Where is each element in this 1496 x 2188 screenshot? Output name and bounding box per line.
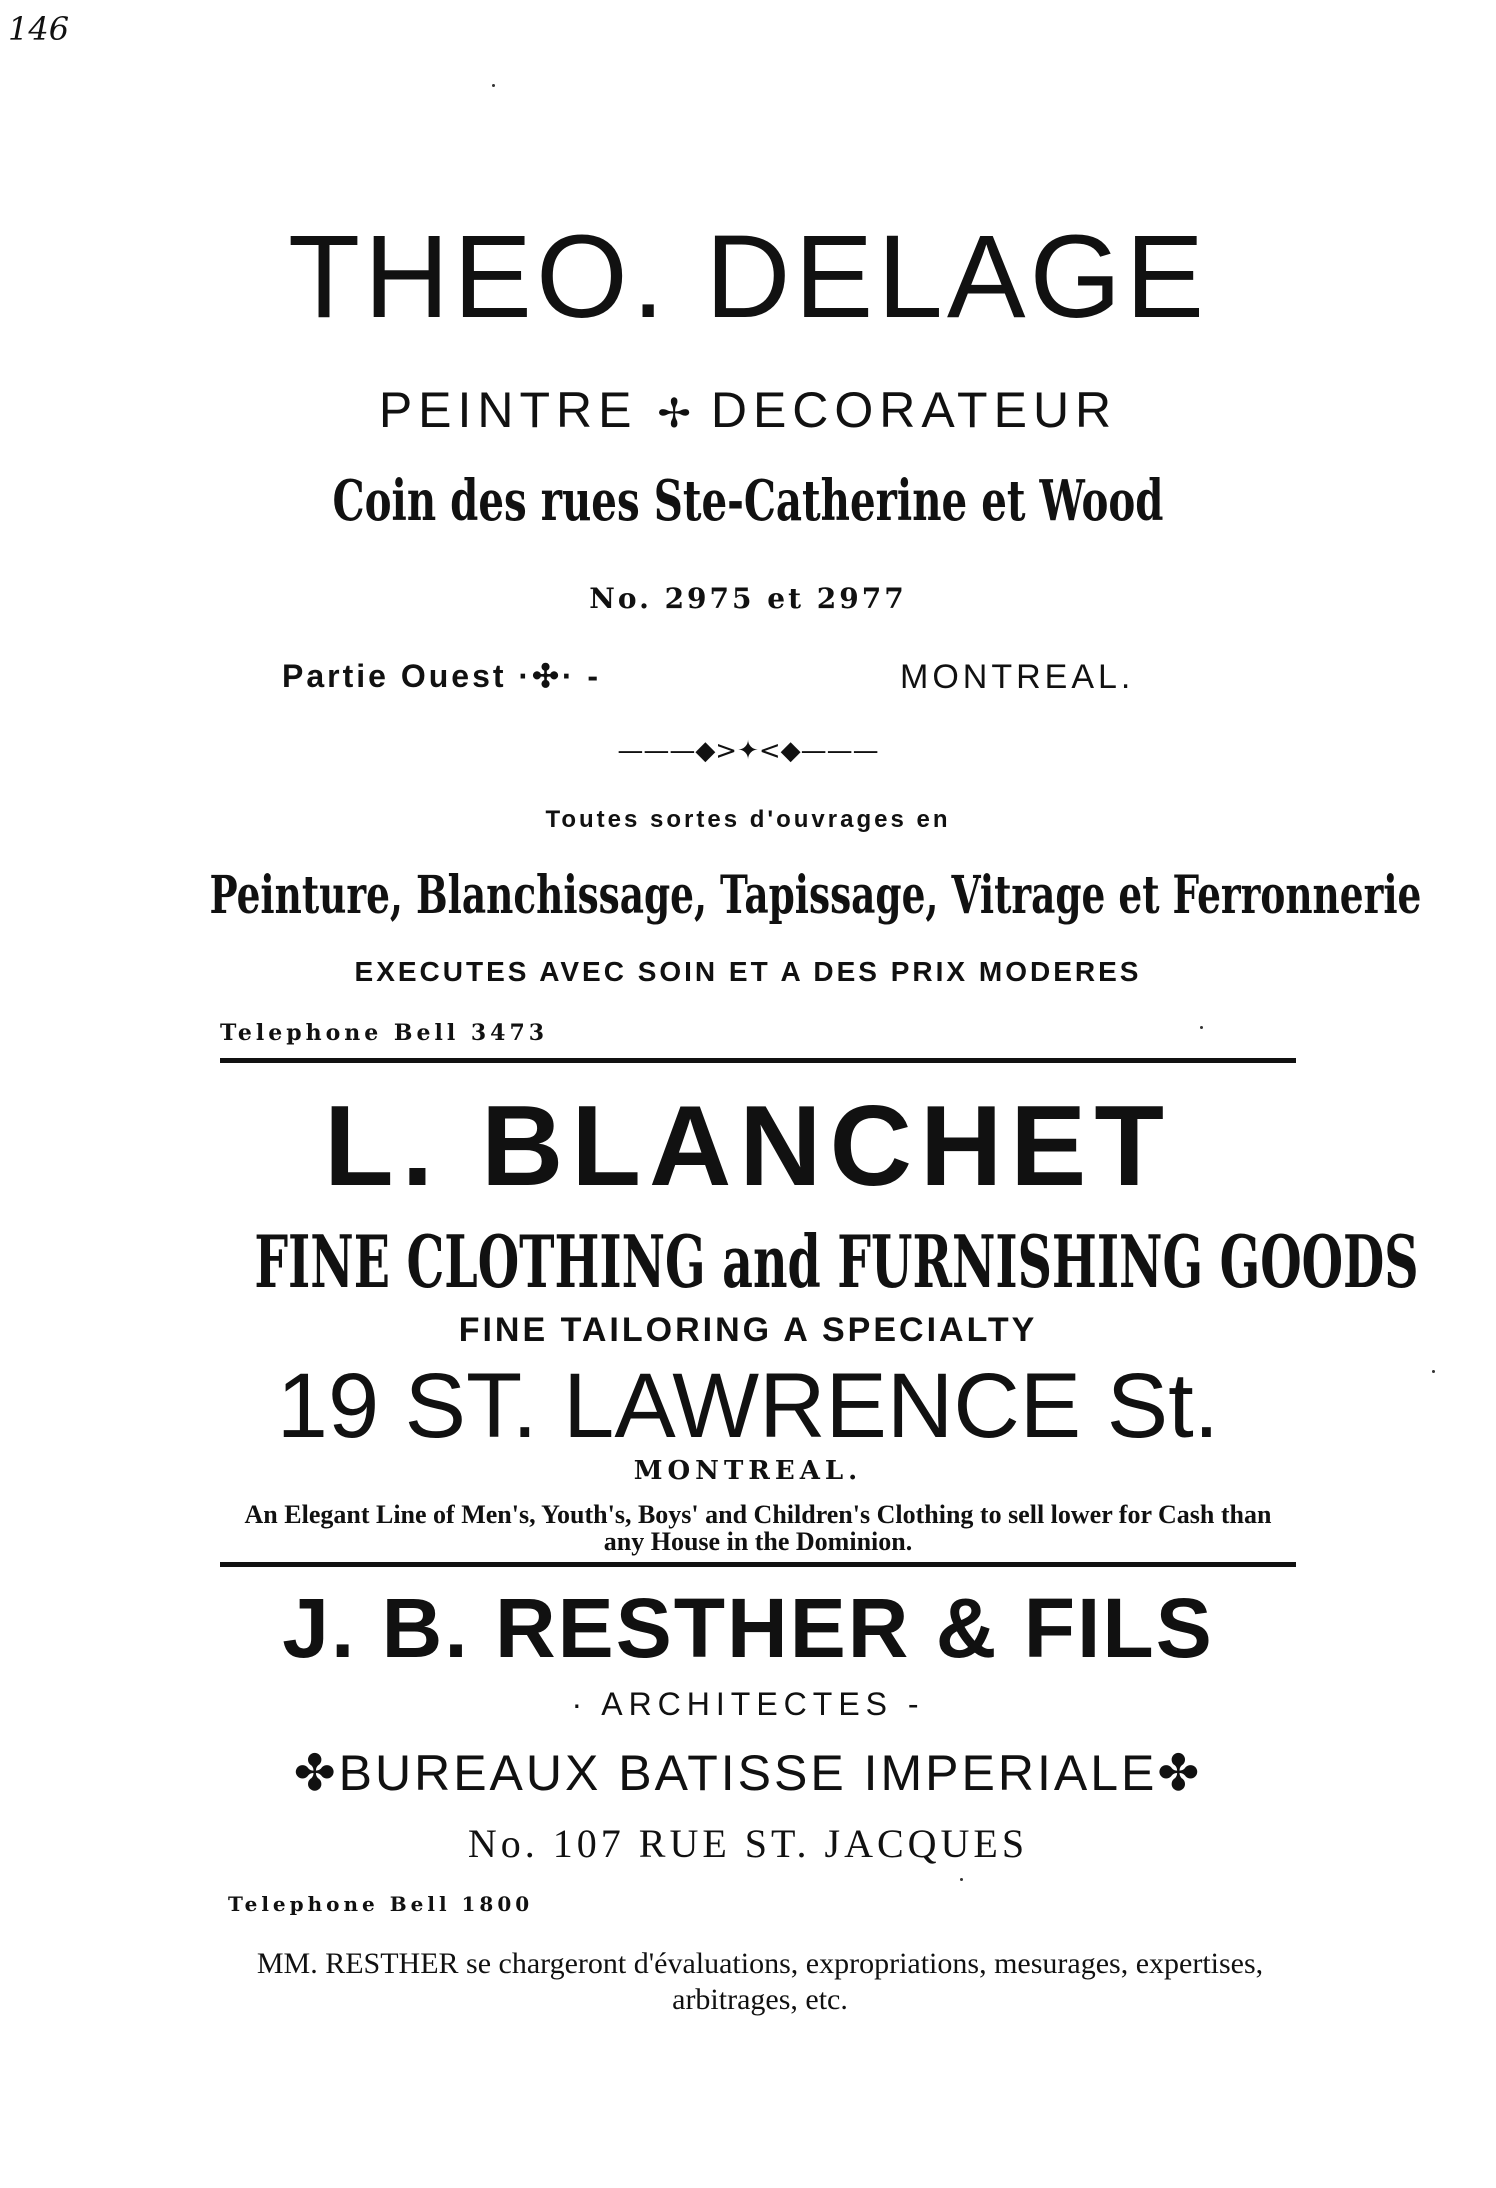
delage-trade-painter: PEINTRE <box>378 382 638 438</box>
section-divider <box>220 1562 1296 1567</box>
section-divider <box>220 1058 1296 1063</box>
delage-services: Peinture, Blanchissage, Tapissage, Vitrage et Ferronnerie <box>209 865 1422 926</box>
print-speck <box>492 84 495 87</box>
print-speck <box>1200 1026 1203 1029</box>
flourish-divider-icon: ———◆>✦<◆——— <box>617 736 879 766</box>
blanchet-city: MONTREAL. <box>633 1456 863 1486</box>
resther-profession: · ARCHITECTES - <box>571 1686 925 1722</box>
delage-district: Partie Ouest ·✣· - <box>282 658 602 694</box>
delage-business-name: THEO. DELAGE <box>287 211 1209 343</box>
ornament-icon: ✢ <box>657 391 691 437</box>
blanchet-specialty: FINE TAILORING A SPECIALTY <box>458 1311 1038 1349</box>
delage-telephone: Telephone Bell 3473 <box>220 1020 549 1046</box>
delage-trade-line <box>0 382 1496 438</box>
resther-business-name: J. B. RESTHER & FILS <box>282 1581 1214 1675</box>
delage-city: MONTREAL. <box>900 658 1135 696</box>
resther-street-address: No. 107 RUE ST. JACQUES <box>467 1821 1029 1866</box>
resther-telephone: Telephone Bell 1800 <box>228 1892 534 1916</box>
delage-execution-note: EXECUTES AVEC SOIN ET A DES PRIX MODERES <box>354 956 1142 987</box>
print-speck <box>960 1878 963 1881</box>
resther-office-building: ✤BUREAUX BATISSE IMPERIALE✤ <box>293 1745 1203 1801</box>
delage-corner-address: Coin des rues Ste-Catherine et Wood <box>332 468 1164 534</box>
resther-description: MM. RESTHER se chargeront d'évaluations, expropriations, mesurages, expertises, arbitrages, etc. <box>256 1947 1264 2016</box>
page-number: 146 <box>8 10 70 48</box>
blanchet-description: An Elegant Line of Men's, Youth's, Boys' and Children's Clothing to sell lower for Cash than any House in the Dominion. <box>244 1500 1272 1556</box>
blanchet-business-name: L. BLANCHET <box>324 1083 1172 1210</box>
delage-trade-decorator: DECORATEUR <box>710 382 1118 438</box>
delage-street-numbers: No. 2975 et 2977 <box>589 582 907 615</box>
blanchet-address: 19 ST. LAWRENCE St. <box>276 1355 1220 1457</box>
delage-intro-text: Toutes sortes d'ouvrages en <box>545 806 951 833</box>
blanchet-tagline: FINE CLOTHING and FURNISHING GOODS <box>254 1219 1419 1304</box>
